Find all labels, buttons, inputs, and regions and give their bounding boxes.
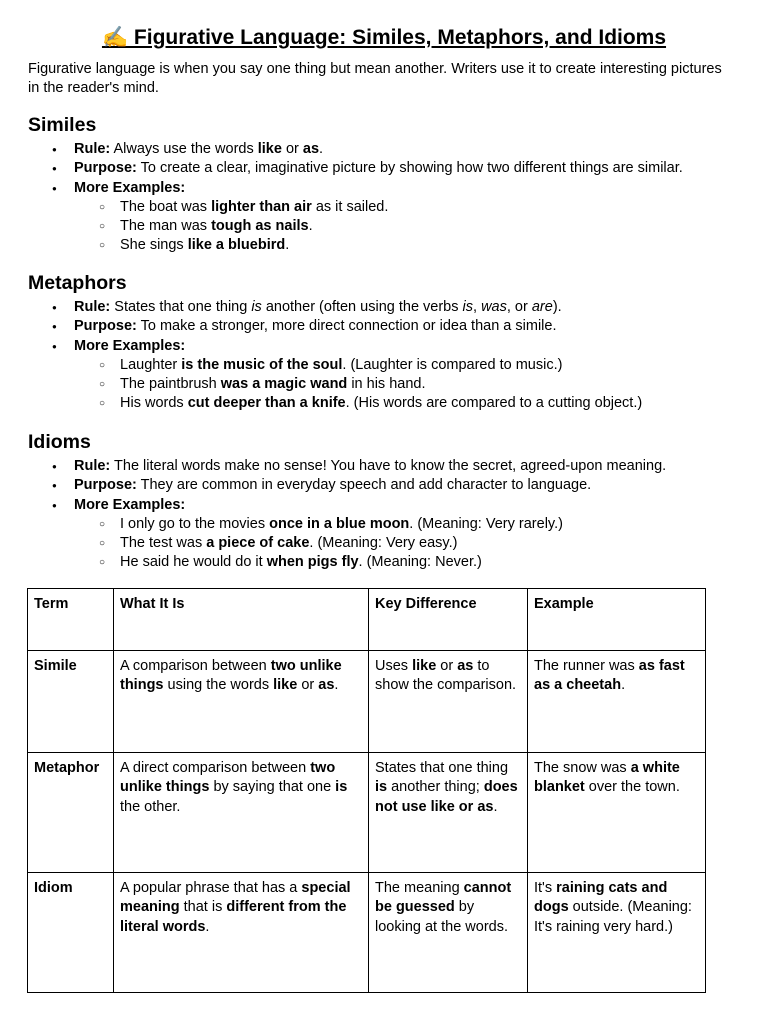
text: Uses: [375, 658, 413, 674]
text: To create a clear, imaginative picture by showing how two different things are similar.: [136, 160, 683, 177]
text: . (Meaning: Very easy.): [309, 535, 458, 552]
text: another thing;: [387, 779, 484, 796]
similes-purpose: [28, 159, 748, 178]
similes-examples-list: [74, 198, 748, 256]
text: by saying that one: [209, 779, 336, 796]
text: The meaning: [375, 880, 464, 896]
metaphors-purpose: [28, 317, 748, 336]
text: His words: [120, 395, 188, 412]
text: to show the comparison.: [375, 658, 517, 694]
text-bold: a white blanket: [534, 760, 680, 796]
text: I only go to the movies: [120, 515, 270, 532]
text-bold: like a bluebird: [187, 237, 286, 254]
cell-what: [114, 651, 369, 753]
text-bold: is: [335, 779, 348, 796]
text: States that one thing: [110, 299, 252, 315]
purpose-label: Purpose:: [74, 477, 137, 494]
text: . (Meaning: Very rarely.): [409, 515, 563, 532]
term-label: Idiom: [34, 880, 73, 896]
text: .: [308, 218, 313, 235]
text: or: [297, 677, 319, 694]
text-bold: does not use like or as: [375, 779, 518, 815]
text: A comparison between: [120, 658, 271, 674]
example-item: [74, 515, 748, 534]
example-item: [74, 198, 748, 217]
text-bold: a piece of cake: [206, 535, 310, 552]
text: Always use the words: [110, 141, 258, 157]
purpose-label: Purpose:: [74, 318, 137, 335]
text: ,: [473, 299, 482, 315]
example-item: [74, 534, 748, 553]
metaphors-rule: [28, 298, 748, 317]
idioms-heading: Idioms: [28, 431, 91, 453]
text: They are common in everyday speech and add character to language.: [136, 477, 592, 494]
cell-difference: [369, 873, 528, 993]
text-bold: lighter than air: [211, 198, 312, 215]
similes-heading: Similes: [28, 114, 97, 136]
cell-difference: [369, 753, 528, 873]
cell-term: [28, 753, 114, 873]
idioms-rule: [28, 457, 748, 476]
text-bold: special meaning: [120, 880, 351, 916]
similes-rule: [28, 140, 748, 159]
header-example: Example: [528, 589, 706, 651]
text-bold: as: [457, 658, 474, 674]
text: or: [281, 141, 303, 157]
header-term: Term: [28, 589, 114, 651]
text: or: [436, 658, 458, 674]
text: .: [205, 918, 210, 935]
rule-label: Rule:: [74, 299, 111, 315]
comparison-table: [27, 588, 706, 993]
text: .: [285, 237, 290, 254]
text-bold: like: [257, 141, 282, 157]
text: The test was: [120, 535, 207, 552]
text: Laughter: [120, 356, 182, 373]
text: The snow was: [534, 760, 631, 776]
cell-term: [28, 651, 114, 753]
text: The paintbrush: [120, 376, 221, 393]
text: The runner was: [534, 658, 639, 674]
text: A direct comparison between: [120, 760, 311, 776]
table-row-metaphor: [28, 753, 706, 873]
table-row-idiom: [28, 873, 706, 993]
text-bold: once in a blue moon: [269, 515, 410, 532]
text: He said he would do it: [120, 554, 267, 571]
page-title: ✍️ Figurative Language: Similes, Metaphors, and Idioms: [101, 26, 667, 49]
example-item: [74, 217, 748, 236]
header-key-difference: Key Difference: [369, 589, 528, 651]
text: .: [334, 677, 339, 694]
cell-what: [114, 873, 369, 993]
text-bold: cut deeper than a knife: [187, 395, 346, 412]
text: . (Laughter is compared to music.): [342, 356, 563, 373]
cell-what: [114, 753, 369, 873]
text-bold: tough as nails: [211, 218, 309, 235]
rule-label: Rule:: [74, 458, 111, 474]
more-examples-label: More Examples:: [74, 337, 186, 354]
table-header-row: [28, 589, 706, 651]
table-row-simile: [28, 651, 706, 753]
text-bold: was a magic wand: [220, 376, 348, 393]
text-bold: two unlike things: [120, 760, 336, 796]
example-item: [74, 553, 748, 572]
text-italic: is: [462, 299, 474, 315]
idioms-examples-list: [74, 515, 748, 573]
text-bold: is the music of the soul: [181, 356, 343, 373]
example-item: [74, 375, 748, 394]
text: in his hand.: [347, 376, 426, 393]
text: that is: [179, 899, 227, 916]
example-item: [74, 394, 748, 413]
text: .: [621, 677, 626, 694]
term-label: Metaphor: [34, 760, 100, 776]
text-bold: as fast as a cheetah: [534, 658, 685, 694]
text: . (Meaning: Never.): [358, 554, 482, 571]
text-italic: was: [481, 299, 507, 315]
text: , or: [506, 299, 532, 315]
more-examples-label: More Examples:: [74, 496, 186, 513]
text: She sings: [120, 237, 188, 254]
idioms-more-examples: [28, 496, 748, 573]
text: To make a stronger, more direct connection or idea than a simile.: [136, 318, 557, 335]
text: by looking at the words.: [375, 899, 508, 935]
rule-label: Rule:: [74, 141, 111, 157]
text: using the words: [163, 677, 274, 694]
text-bold: when pigs fly: [266, 554, 359, 571]
text-bold: like: [273, 677, 298, 694]
text: The literal words make no sense! You have to know the secret, agreed-upon meaning.: [110, 458, 667, 474]
text-italic: are: [531, 299, 553, 315]
text-bold: like: [412, 658, 437, 674]
idioms-list: [28, 457, 748, 573]
text-italic: is: [251, 299, 262, 315]
metaphors-heading: Metaphors: [28, 272, 127, 294]
text: .: [493, 798, 498, 815]
text: The man was: [120, 218, 212, 235]
text: outside. (Meaning: It's raining very hard.): [534, 899, 692, 935]
intro-paragraph: Figurative language is when you say one thing but mean another. Writers use it to create interesting pictures in the reader's mind.: [28, 61, 722, 96]
text-bold: two unlike things: [120, 658, 342, 694]
idioms-purpose: [28, 476, 748, 495]
metaphors-list: [28, 298, 748, 414]
text: as it sailed.: [311, 198, 389, 215]
text: ).: [552, 299, 562, 315]
text-bold: different from the literal words: [120, 899, 347, 935]
cell-term: [28, 873, 114, 993]
text-bold: as: [318, 677, 335, 694]
text: The boat was: [120, 198, 212, 215]
text-bold: as: [302, 141, 320, 157]
example-item: [74, 236, 748, 255]
text: the other.: [120, 798, 181, 815]
metaphors-more-examples: [28, 337, 748, 414]
text: over the town.: [584, 779, 680, 796]
text-bold: is: [375, 779, 388, 796]
cell-difference: [369, 651, 528, 753]
term-label: Simile: [34, 658, 77, 674]
similes-list: [28, 140, 748, 256]
cell-example: [528, 651, 706, 753]
text: It's: [534, 880, 557, 896]
text: . (His words are compared to a cutting object.): [345, 395, 643, 412]
metaphors-examples-list: [74, 356, 748, 414]
text: another (often using the verbs: [261, 299, 463, 315]
text-bold: raining cats and dogs: [534, 880, 668, 916]
text-bold: cannot be guessed: [375, 880, 512, 916]
cell-example: [528, 873, 706, 993]
header-what-it-is: What It Is: [114, 589, 369, 651]
similes-more-examples: [28, 179, 748, 256]
text: A popular phrase that has a: [120, 880, 302, 896]
text: States that one thing: [375, 760, 509, 776]
text: .: [319, 141, 324, 157]
cell-example: [528, 753, 706, 873]
example-item: [74, 356, 748, 375]
more-examples-label: More Examples:: [74, 179, 186, 196]
purpose-label: Purpose:: [74, 160, 137, 177]
